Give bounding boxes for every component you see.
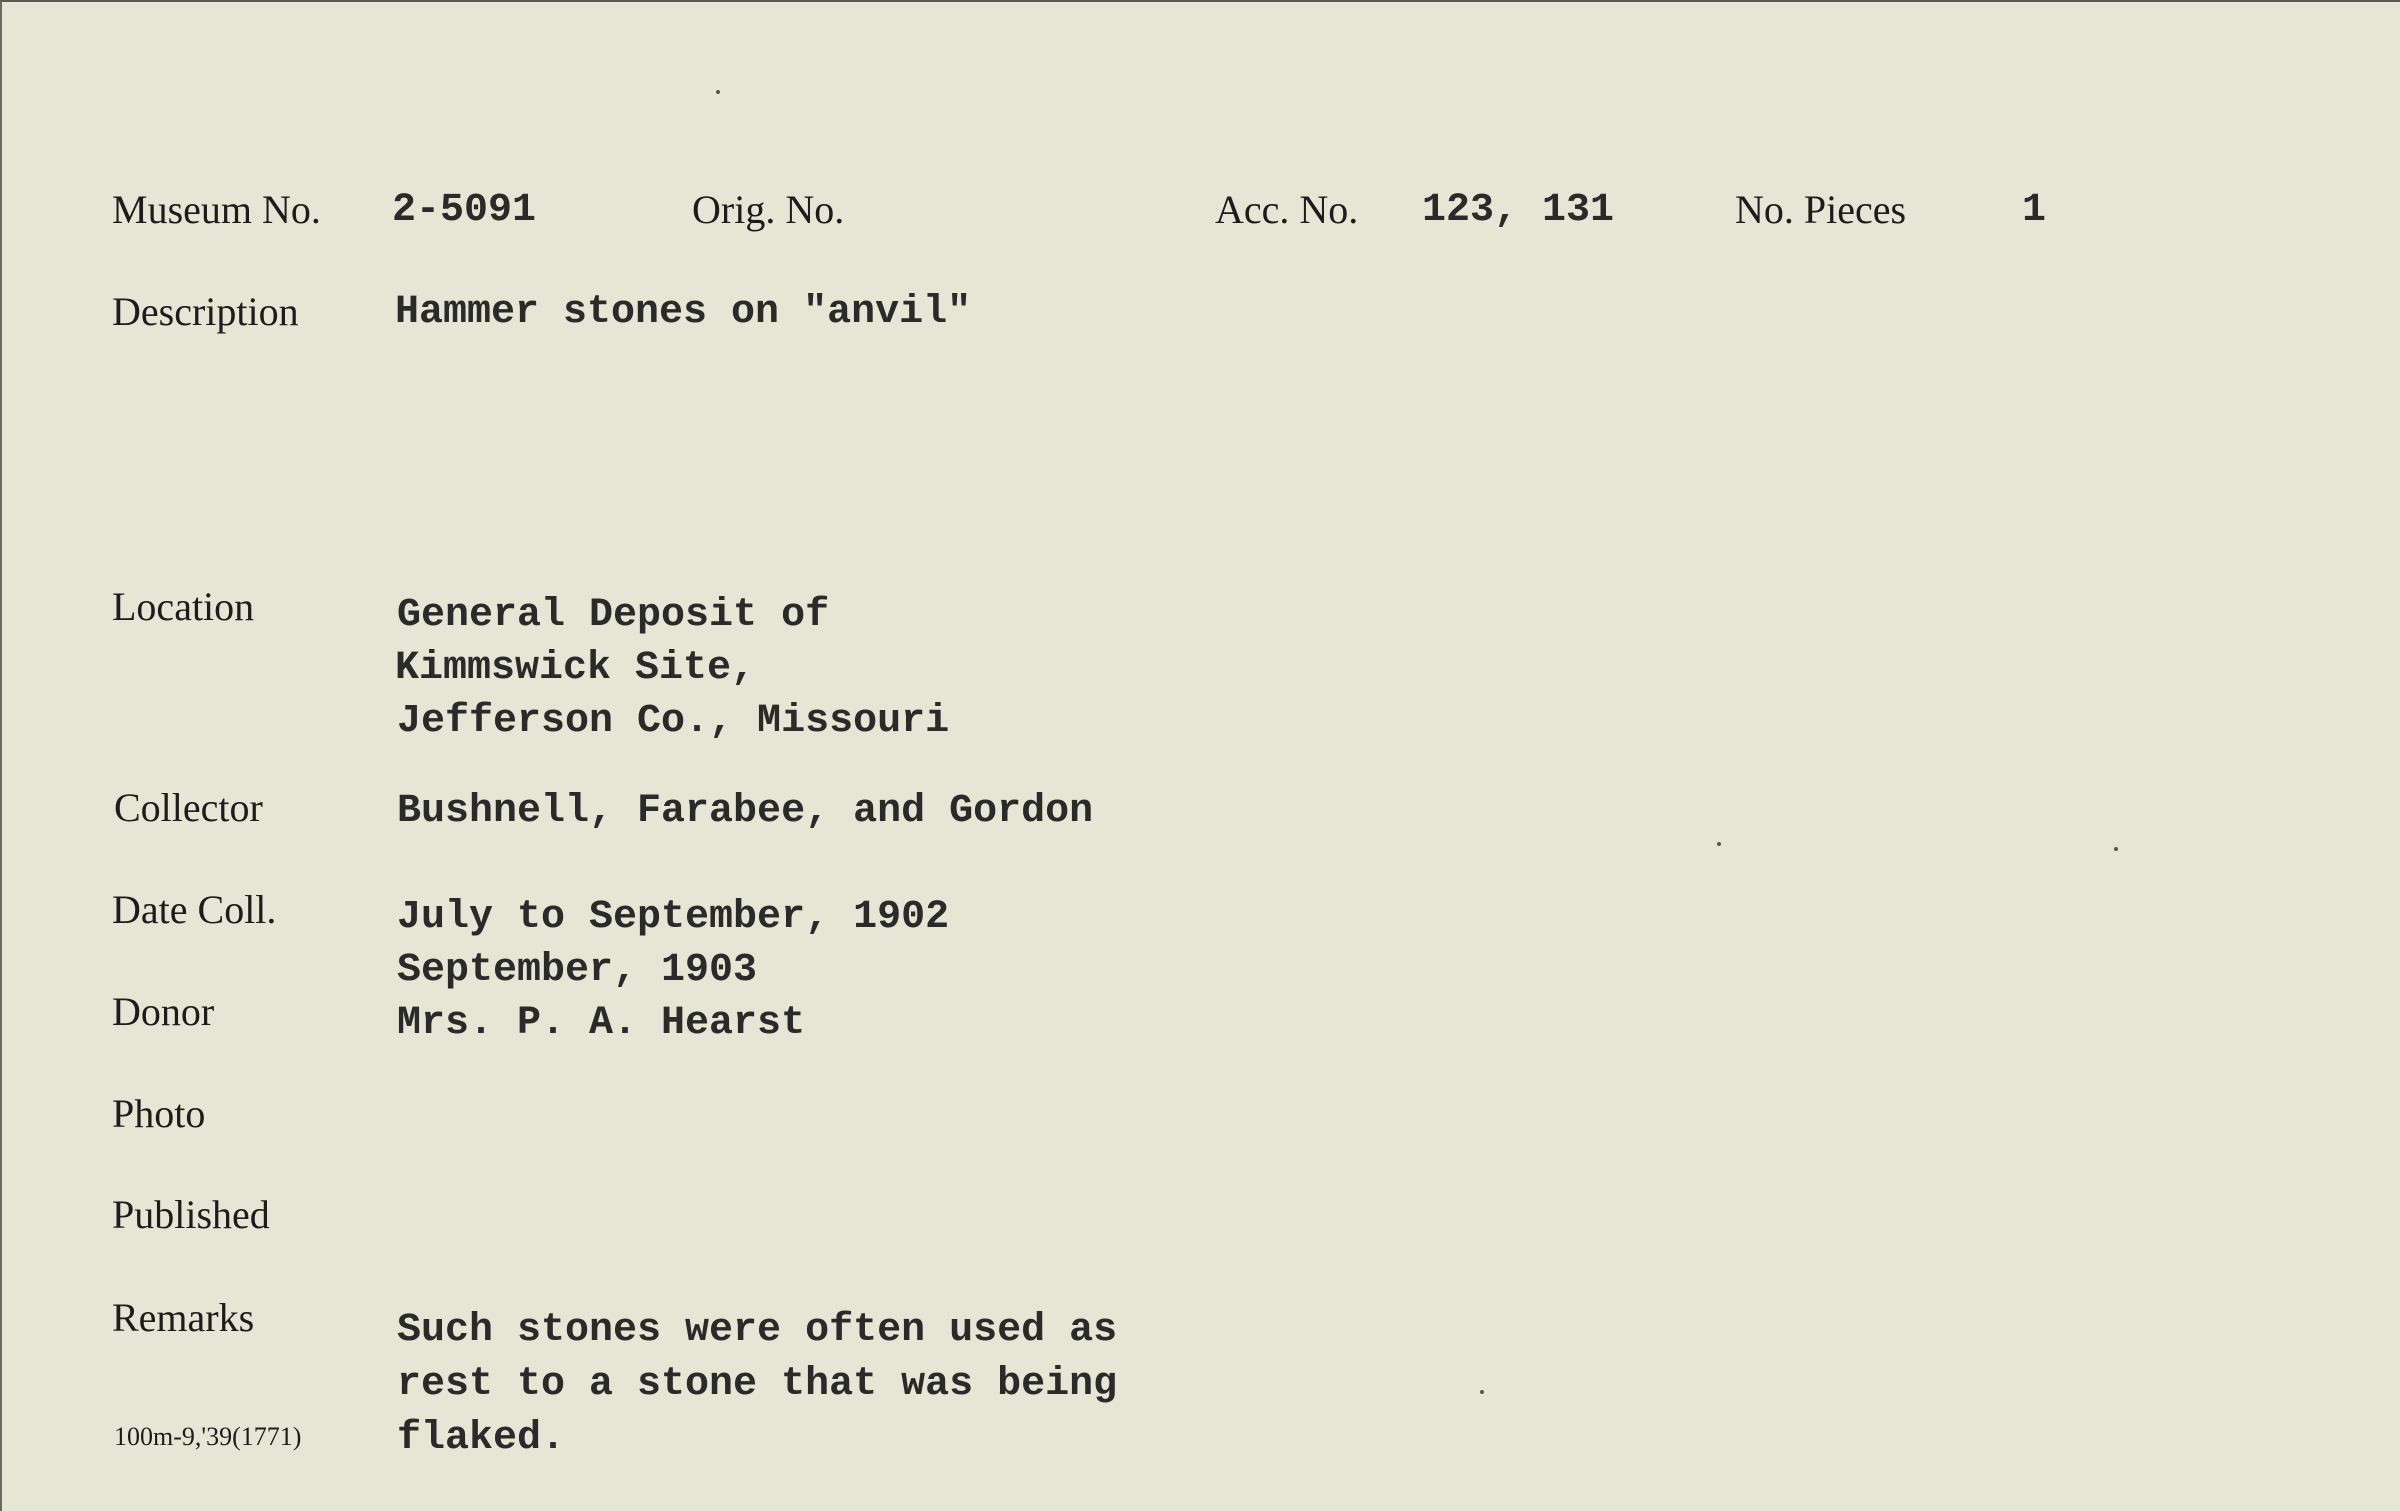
photo-label: Photo [112, 1091, 206, 1136]
description-value: Hammer stones on "anvil" [395, 290, 972, 335]
donor-label: Donor [112, 989, 215, 1034]
location-label: Location [112, 584, 255, 629]
published-label: Published [112, 1192, 270, 1237]
donor-value: Mrs. P. A. Hearst [397, 1001, 806, 1046]
location-line-1: General Deposit of [397, 593, 830, 638]
remarks-line-2: rest to a stone that was being [397, 1362, 1118, 1407]
paper-speck [1717, 842, 1721, 846]
date-coll-label: Date Coll. [112, 887, 277, 932]
museum-no-value: 2-5091 [392, 188, 537, 233]
paper-speck [2114, 847, 2118, 851]
acc-no-label: Acc. No. [1215, 187, 1359, 232]
acc-no-value: 123, 131 [1422, 188, 1615, 233]
remarks-label: Remarks [112, 1295, 255, 1340]
orig-no-label: Orig. No. [692, 187, 845, 232]
no-pieces-label: No. Pieces [1735, 187, 1907, 232]
collector-label: Collector [114, 785, 263, 830]
description-label: Description [112, 289, 299, 334]
remarks-line-1: Such stones were often used as [397, 1308, 1118, 1353]
date-coll-line-1: July to September, 1902 [397, 895, 950, 940]
print-code: 100m-9,'39(1771) [114, 1422, 302, 1451]
location-line-3: Jefferson Co., Missouri [397, 699, 950, 744]
no-pieces-value: 1 [2022, 188, 2047, 233]
collector-value: Bushnell, Farabee, and Gordon [397, 789, 1094, 834]
paper-speck [716, 90, 720, 94]
location-line-2: Kimmswick Site, [395, 646, 756, 691]
museum-no-label: Museum No. [112, 187, 321, 232]
date-coll-line-2: September, 1903 [397, 948, 758, 993]
paper-speck [1480, 1390, 1484, 1394]
remarks-line-3: flaked. [397, 1416, 566, 1461]
